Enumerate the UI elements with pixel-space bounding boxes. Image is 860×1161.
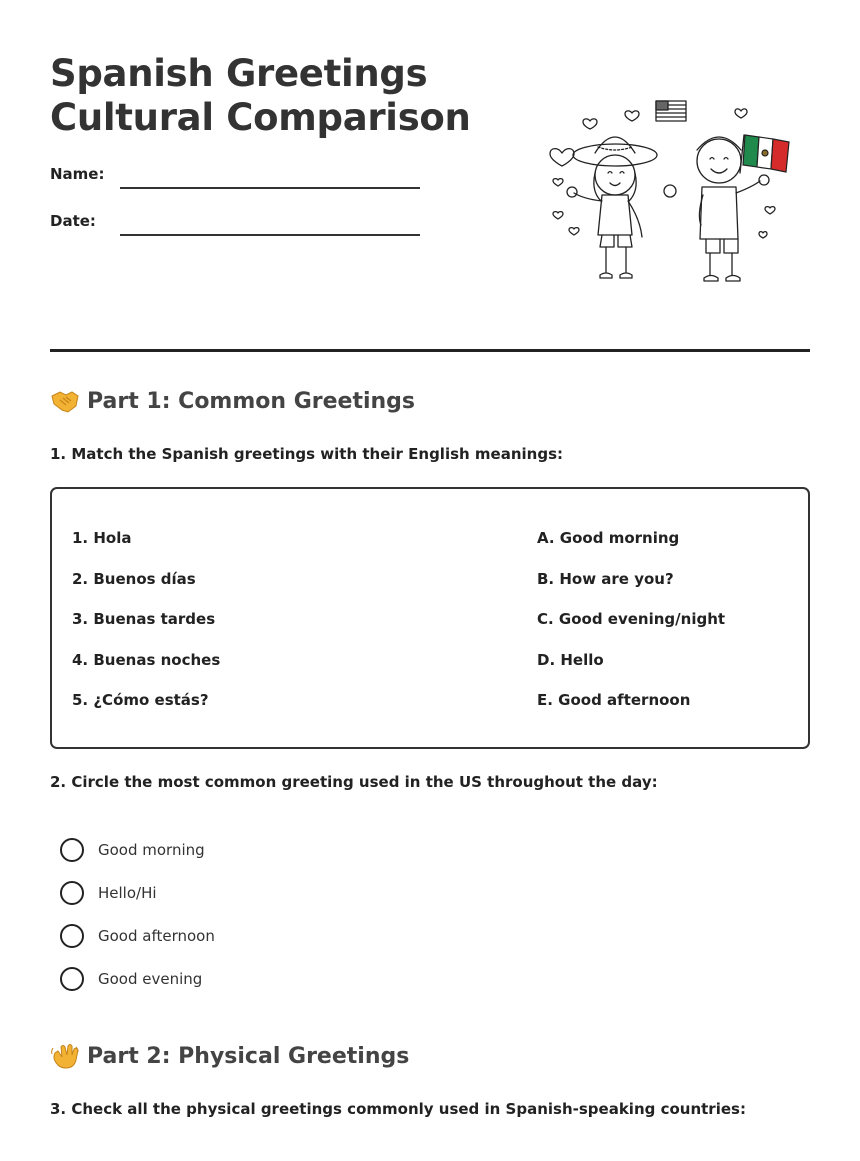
heart-icon (765, 207, 775, 214)
option-label: Hello/Hi (98, 884, 157, 902)
heart-icon (553, 179, 563, 186)
heart-icon (759, 232, 767, 238)
children-illustration (540, 95, 800, 290)
option-label: Good evening (98, 970, 203, 988)
matching-box (50, 487, 810, 749)
spanish-term-2: 2. Buenos días (72, 570, 196, 588)
option-row[interactable] (60, 967, 202, 991)
spanish-term-5: 5. ¿Cómo estás? (72, 691, 209, 709)
radio-circle[interactable] (60, 838, 84, 862)
name-label: Name: (50, 165, 105, 183)
radio-circle[interactable] (60, 924, 84, 948)
part1-title: Part 1: Common Greetings (87, 388, 416, 414)
question-2: 2. Circle the most common greeting used in the US throughout the day: (50, 773, 658, 791)
english-meaning-a: A. Good morning (537, 529, 680, 547)
option-row[interactable] (60, 838, 205, 862)
heart-icon (735, 109, 747, 118)
title-line-1: Spanish Greetings (50, 52, 428, 95)
english-meaning-e: E. Good afternoon (537, 691, 691, 709)
heart-icon (583, 119, 597, 129)
part2-heading (50, 1043, 409, 1069)
spanish-term-1: 1. Hola (72, 529, 132, 547)
spanish-term-4: 4. Buenas noches (72, 651, 221, 669)
option-label: Good morning (98, 841, 205, 859)
english-meaning-c: C. Good evening/night (537, 610, 726, 628)
worksheet-title (50, 52, 471, 140)
part1-heading (50, 388, 415, 414)
spanish-term-3: 3. Buenas tardes (72, 610, 216, 628)
option-label: Good afternoon (98, 927, 215, 945)
english-meaning-d: D. Hello (537, 651, 604, 669)
option-row[interactable] (60, 924, 215, 948)
heart-icon (625, 111, 639, 121)
divider (50, 349, 810, 352)
part2-title: Part 2: Physical Greetings (87, 1043, 410, 1069)
heart-icon (569, 228, 579, 235)
question-3: 3. Check all the physical greetings commonly used in Spanish-speaking countries: (50, 1100, 746, 1118)
heart-icon (553, 212, 563, 219)
radio-circle[interactable] (60, 967, 84, 991)
english-meaning-b: B. How are you? (537, 570, 674, 588)
handshake-icon (50, 388, 80, 414)
radio-circle[interactable] (60, 881, 84, 905)
globe-icon (664, 185, 676, 197)
title-line-2: Cultural Comparison (50, 96, 471, 139)
question-1: 1. Match the Spanish greetings with their English meanings: (50, 445, 564, 463)
name-field[interactable] (120, 187, 420, 189)
waving-hand-icon (50, 1043, 80, 1069)
date-field[interactable] (120, 234, 420, 236)
mexico-flag-icon (743, 135, 789, 172)
date-label: Date: (50, 212, 96, 230)
option-row[interactable] (60, 881, 157, 905)
heart-icon (550, 149, 574, 166)
